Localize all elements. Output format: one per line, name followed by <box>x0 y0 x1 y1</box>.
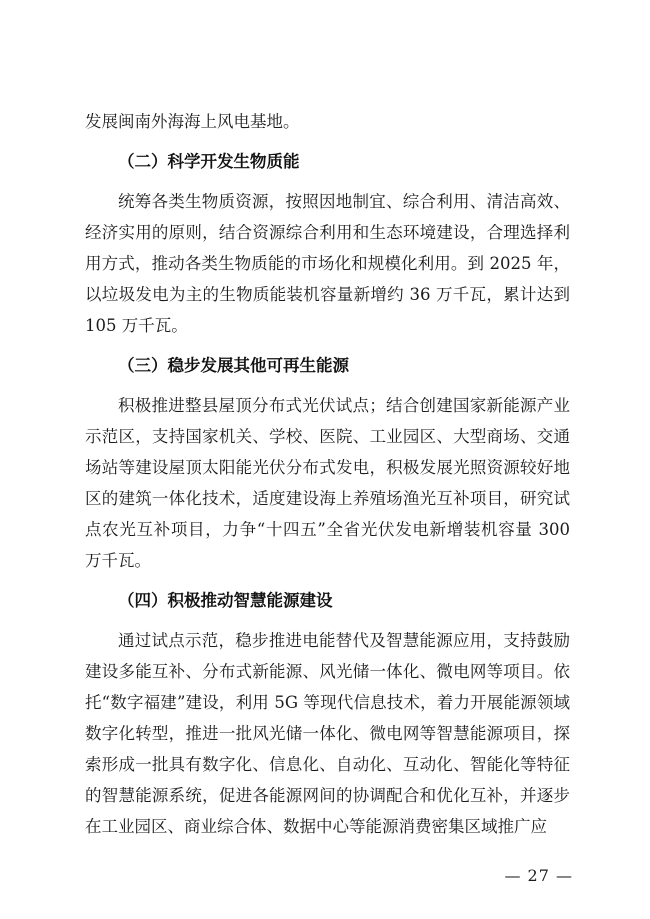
intro-paragraph: 发展闽南外海海上风电基地。 <box>85 112 300 131</box>
section-heading-3: （三）稳步发展其他可再生能源 <box>118 356 349 375</box>
section-heading-4: （四）积极推动智慧能源建设 <box>118 591 333 610</box>
section-paragraph-4: 通过试点示范，稳步推进电能替代及智慧能源应用，支持鼓励建设多能互补、分布式新能源、风光储一体化、微电网等项目。依托“数字福建”建设，利用 5G 等现代信息技术，着力开展能源领域数字化转型，推进一批风光储一体化、微电网等智慧能源项目，探索形成一批具有数字化、信息化、自动化、互动化、智能化等特征的智慧能源系统，促进各能源网间的协调配合和优化互补，并逐步在工业园区、商业综合体、数据中心等能源消费密集区域推广应 <box>85 631 570 836</box>
page-number: — 27 — <box>504 866 573 885</box>
document-body <box>85 106 570 842</box>
section-paragraph-3: 积极推进整县屋顶分布式光伏试点；结合创建国家新能源产业示范区，支持国家机关、学校、医院、工业园区、大型商场、交通场站等建设屋顶太阳能光伏分布式发电，积极发展光照资源较好地区的建筑一体化技术，适度建设海上养殖场渔光互补项目，研究试点农光互补项目，力争“十四五”全省光伏发电新增装机容量 300 万千瓦。 <box>85 396 570 570</box>
section-paragraph-2: 统筹各类生物质资源，按照因地制宜、综合利用、清洁高效、经济实用的原则，结合资源综合利用和生态环境建设，合理选择利用方式，推动各类生物质能的市场化和规模化利用。到 2025 年，以垃圾发电为主的生物质能装机容量新增约 36 万千瓦，累计达到 105 万千瓦。 <box>85 192 570 335</box>
section-heading-2: （二）科学开发生物质能 <box>118 152 300 171</box>
